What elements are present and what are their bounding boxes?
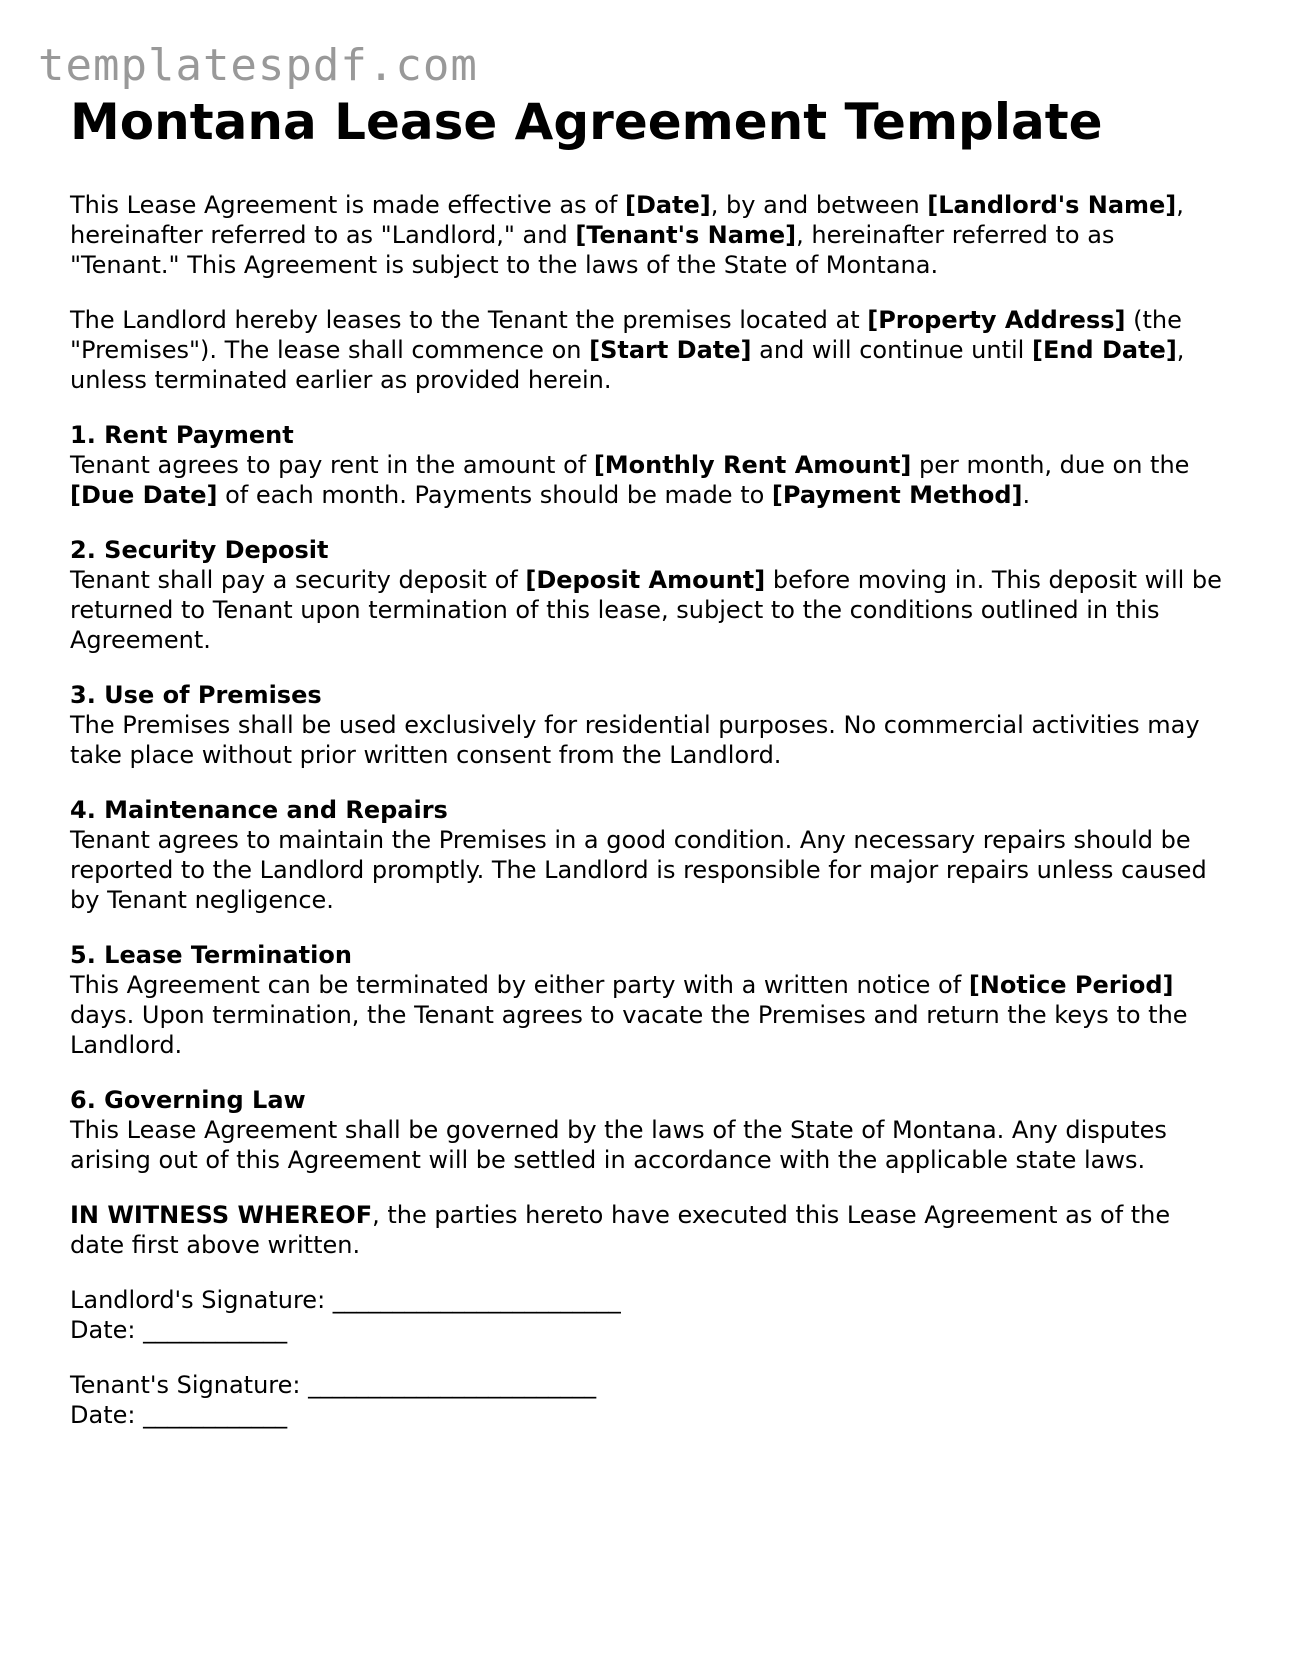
- section-heading: 5. Lease Termination: [70, 941, 352, 969]
- watermark: templatespdf.com: [38, 40, 478, 91]
- section-text-span: Tenant shall pay a security deposit of: [70, 566, 526, 594]
- section-heading: 2. Security Deposit: [70, 536, 329, 564]
- section-maintenance: [70, 795, 1230, 915]
- tenant-signature-block: [70, 1370, 1230, 1430]
- tenant-signature-line: Tenant's Signature: ________________________: [70, 1371, 597, 1399]
- landlord-name-placeholder: [Landlord's Name]: [927, 191, 1177, 219]
- section-text: This Lease Agreement shall be governed by the laws of the State of Montana. Any disputes arising out of this Agreement will be settled in accordance with the applicable state laws.: [70, 1116, 1167, 1174]
- date-placeholder: [Date]: [624, 191, 711, 219]
- section-text-span: Tenant agrees to pay rent in the amount of: [70, 451, 594, 479]
- document-title: Montana Lease Agreement Template: [70, 93, 1103, 151]
- intro-text: This Lease Agreement is made effective as of: [70, 191, 625, 219]
- section-heading: 4. Maintenance and Repairs: [70, 796, 448, 824]
- section-text-span: .: [1022, 481, 1031, 509]
- intro-paragraph-1: [70, 190, 1230, 280]
- start-date-placeholder: [Start Date]: [589, 336, 752, 364]
- landlord-date-line: Date: ____________: [70, 1316, 288, 1344]
- section-text: [70, 565, 1230, 655]
- section-text: Tenant agrees to maintain the Premises in a good condition. Any necessary repairs should be reported to the Landlord promptly. The Landlord is responsible for major repairs unless caused by Tenant negligence.: [70, 826, 1207, 914]
- intro-paragraph-2: [70, 305, 1230, 395]
- end-date-placeholder: [End Date]: [1031, 336, 1177, 364]
- payment-method-placeholder: [Payment Method]: [771, 481, 1023, 509]
- due-date-placeholder: [Due Date]: [70, 481, 218, 509]
- document-body: [70, 190, 1230, 1430]
- section-heading: 1. Rent Payment: [70, 421, 294, 449]
- section-lease-termination: [70, 940, 1230, 1060]
- section-use-of-premises: [70, 680, 1230, 770]
- section-text-span: of each month. Payments should be made to: [217, 481, 772, 509]
- section-text: The Premises shall be used exclusively for residential purposes. No commercial activities may take place without prior written consent from the Landlord.: [70, 711, 1200, 769]
- intro-text: and will continue until: [751, 336, 1032, 364]
- intro-text: , unless terminated earlier as provided herein.: [70, 336, 1185, 394]
- section-text-span: per month, due on the: [911, 451, 1190, 479]
- intro-text: The Landlord hereby leases to the Tenant the premises located at: [70, 306, 868, 334]
- intro-text: , hereinafter referred to as "Landlord," and: [70, 191, 1184, 249]
- notice-period-placeholder: [Notice Period]: [968, 971, 1174, 999]
- witness-text: , the parties hereto have executed this Lease Agreement as of the date first above written.: [70, 1201, 1171, 1259]
- document-page: [70, 88, 1230, 1430]
- witness-bold: IN WITNESS WHEREOF: [70, 1201, 373, 1229]
- intro-text: (the "Premises"). The lease shall commence on: [70, 306, 1182, 364]
- section-text-span: This Agreement can be terminated by either party with a written notice of: [70, 971, 969, 999]
- section-text: [70, 970, 1230, 1060]
- section-text-span: before moving in. This deposit will be returned to Tenant upon termination of this lease, subject to the conditions outlined in this Agreement.: [70, 566, 1222, 654]
- property-address-placeholder: [Property Address]: [867, 306, 1126, 334]
- landlord-signature-block: [70, 1285, 1230, 1345]
- tenant-name-placeholder: [Tenant's Name]: [575, 221, 797, 249]
- landlord-signature-line: Landlord's Signature: ________________________: [70, 1286, 621, 1314]
- intro-text: , by and between: [710, 191, 928, 219]
- tenant-date-line: Date: ____________: [70, 1401, 288, 1429]
- witness-clause: [70, 1200, 1230, 1260]
- rent-amount-placeholder: [Monthly Rent Amount]: [593, 451, 912, 479]
- section-security-deposit: [70, 535, 1230, 655]
- section-heading: 3. Use of Premises: [70, 681, 322, 709]
- intro-text: , hereinafter referred to as "Tenant." This Agreement is subject to the laws of the State of Montana.: [70, 221, 1115, 279]
- section-governing-law: [70, 1085, 1230, 1175]
- section-rent-payment: [70, 420, 1230, 510]
- section-text: [70, 450, 1230, 510]
- section-heading: 6. Governing Law: [70, 1086, 306, 1114]
- section-text-span: days. Upon termination, the Tenant agrees to vacate the Premises and return the keys to the Landlord.: [70, 1001, 1188, 1059]
- deposit-amount-placeholder: [Deposit Amount]: [525, 566, 766, 594]
